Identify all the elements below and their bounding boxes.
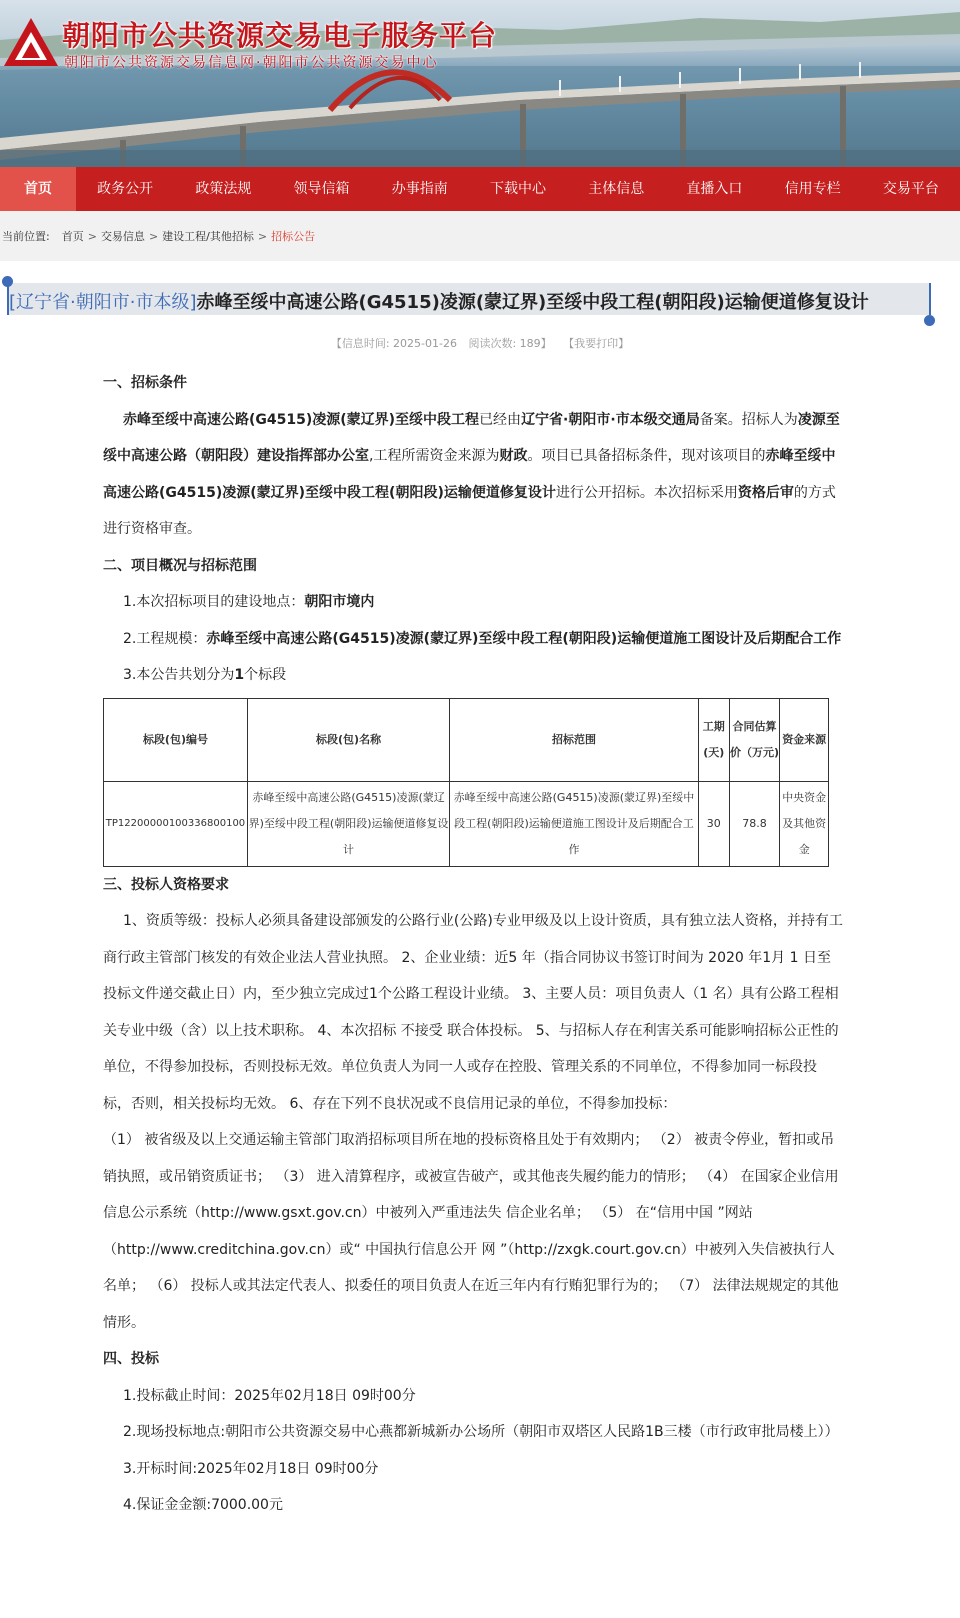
- qualification-text: 1、资质等级：投标人必须具备建设部颁发的公路行业(公路)专业甲级及以上设计资质，具有独立法人资格，并持有工商行政主管部门核发的有效企业法人营业执照。 2、企业业绩：近5 年（指合同协议书签订时间为 2020 年1月 1 日至投标文件递交截止日）内，至少独立完成过1个公路工程设计业绩。 3、主要人员：项目负责人（1 名）具有公路工程相关专业中级（含）以上技术职称。 4、本次招标 不接受 联合体投标。 5、与招标人存在利害关系可能影响招标公正性的单位，不得参加投标，否则投标无效。单位负责人为同一人或存在控股、管理关系的不同单位，不得参加同一标段投标，否则，相关投标均无效。 6、存在下列不良状况或不良信用记录的单位，不得参加投标：: [103, 913, 843, 1112]
- lot-days: 30: [698, 781, 729, 866]
- main-nav: [0, 167, 960, 211]
- tenderer: 凌源至绥中高速公路（朝阳段）建设指挥部办公室: [103, 411, 840, 464]
- section-item: [103, 584, 843, 621]
- table-header: 合同估算价（万元): [729, 698, 780, 781]
- table-row: [104, 781, 829, 866]
- disqualification-list: （1） 被省级及以上交通运输主管部门取消招标项目所在地的投标资格且处于有效期内； （2） 被责令停业，暂扣或吊销执照，或吊销资质证书； （3） 进入清算程序，或被宣告破产，或其他丧失履约能力的情形； （4） 在国家企业信用信息公示系统（http://www.gsxt.gov.cn）中被列入严重违法失 信企业名单； （5） 在“信用中国 ”网站（http://www.creditchina.gov.cn）或“ 中国执行信息公开 网 ”（http://zxgk.court.gov.cn）中被列入失信被执行人名单； （6） 投标人或其法定代表人、拟委任的项目负责人在近三年内有行贿犯罪行为的； （7） 法律法规规定的其他情形。: [103, 1132, 839, 1331]
- nav-item-leader-mailbox[interactable]: 领导信箱: [293, 181, 350, 197]
- lot-fund-source: 中央资金及其他资金: [780, 781, 829, 866]
- table-header-row: [104, 698, 829, 781]
- table-header: 资金来源: [780, 698, 829, 781]
- nav-item-policies[interactable]: 政策法规: [195, 181, 252, 197]
- site-subtitle: 朝阳市公共资源交易信息网·朝阳市公共资源交易中心: [64, 55, 439, 71]
- selection-end-handle[interactable]: [924, 315, 935, 326]
- info-time: 【信息时间: 2025-01-26: [330, 337, 457, 350]
- breadcrumb-lead: 当前位置:: [2, 230, 50, 243]
- review-method: 资格后审: [737, 484, 794, 501]
- lot-table: [103, 698, 829, 867]
- nav-item-government-affairs[interactable]: 政务公开: [97, 181, 154, 197]
- section-heading: 二、项目概况与招标范围: [103, 557, 257, 574]
- deposit-amount: 4.保证金金额:7000.00元: [123, 1497, 283, 1513]
- table-header: 工期(天): [698, 698, 729, 781]
- text: 备案。招标人为: [699, 411, 798, 428]
- lot-price: 78.8: [729, 781, 780, 866]
- section-heading: 四、投标: [103, 1351, 159, 1367]
- bid-location: 2.现场投标地点:朝阳市公共资源交易中心燕都新城新办公场所（朝阳市双塔区人民路1B三楼（市行政审批局楼上））: [123, 1424, 839, 1440]
- breadcrumb-separator: >: [148, 229, 159, 243]
- lot-name: 赤峰至绥中高速公路(G4515)凌源(蒙辽界)至绥中段工程(朝阳段)运输便道修复设计: [247, 781, 449, 866]
- text: 3.本公告共划分为: [123, 667, 235, 683]
- label: 1.本次招标项目的建设地点：: [123, 594, 305, 610]
- article-body: [0, 365, 843, 1524]
- text: 个标段: [244, 667, 287, 683]
- section-item: [103, 657, 843, 694]
- site-title: 朝阳市公共资源交易电子服务平台: [62, 19, 498, 52]
- section-heading: 三、投标人资格要求: [103, 876, 229, 893]
- nav-item-downloads[interactable]: 下载中心: [489, 181, 546, 197]
- table-header: 标段(包)编号: [104, 698, 248, 781]
- location-value: 朝阳市境内: [304, 594, 375, 610]
- tender-project: 赤峰至绥中高速公路(G4515)凌源(蒙辽界)至绥中段工程(朝阳段)运输便道修复设计: [103, 448, 836, 501]
- nav-item-live[interactable]: 直播入口: [686, 181, 743, 197]
- opening-time: 3.开标时间:2025年02月18日 09时00分: [123, 1460, 379, 1477]
- lot-count: 1: [234, 667, 245, 683]
- lot-scope: 赤峰至绥中高速公路(G4515)凌源(蒙辽界)至绥中段工程(朝阳段)运输便道施工图设计及后期配合工作: [450, 781, 699, 866]
- nav-item-service-guide[interactable]: 办事指南: [391, 181, 448, 197]
- breadcrumb-separator: >: [257, 229, 268, 243]
- nav-item-entity-info[interactable]: 主体信息: [588, 181, 645, 197]
- print-link[interactable]: 【我要打印】: [563, 337, 630, 350]
- filing-agency: 辽宁省·朝阳市·市本级交通局: [521, 411, 700, 428]
- bid-deadline: 1.投标截止时间：2025年02月18日 09时00分: [123, 1387, 416, 1404]
- section-item: [103, 621, 843, 658]
- page-title[interactable]: [9, 288, 869, 314]
- label: 2.工程规模：: [123, 630, 207, 647]
- breadcrumb-trading-info[interactable]: 交易信息: [100, 230, 145, 243]
- table-header: 招标范围: [450, 698, 699, 781]
- header-banner: [0, 0, 960, 167]
- table-header: 标段(包)名称: [247, 698, 449, 781]
- nav-item-trading-platform[interactable]: 交易平台: [882, 181, 939, 197]
- section-heading: 一、招标条件: [103, 375, 187, 391]
- text: 进行公开招标。本次招标采用: [555, 484, 738, 501]
- text: 。项目已具备招标条件，现对该项目的: [527, 448, 766, 464]
- breadcrumb-separator: >: [87, 229, 97, 243]
- breadcrumb: [0, 211, 960, 261]
- article-meta: [0, 335, 960, 365]
- title-region: [辽宁省·朝阳市·市本级]: [9, 292, 197, 313]
- breadcrumb-construction[interactable]: 建设工程/其他招标: [162, 230, 254, 243]
- project-name: 赤峰至绥中高速公路(G4515)凌源(蒙辽界)至绥中段工程: [123, 411, 480, 428]
- title-main: 赤峰至绥中高速公路(G4515)凌源(蒙辽界)至绥中段工程(朝阳段)运输便道修复设计: [196, 292, 869, 313]
- fund-source: 财政: [499, 448, 528, 464]
- article-title-area: [0, 261, 960, 331]
- selection-start-caret: [7, 283, 9, 315]
- text: 的方式进行资格审查。: [103, 484, 836, 537]
- section-paragraph: [103, 402, 843, 548]
- scale-value: 赤峰至绥中高速公路(G4515)凌源(蒙辽界)至绥中段工程(朝阳段)运输便道施工图设计及后期配合工作: [206, 630, 842, 647]
- breadcrumb-home[interactable]: 首页: [61, 230, 84, 243]
- text: 已经由: [479, 411, 522, 428]
- breadcrumb-current[interactable]: 招标公告: [271, 230, 316, 243]
- text: ,工程所需资金来源为: [369, 448, 500, 464]
- nav-item-credit[interactable]: 信用专栏: [784, 181, 841, 197]
- platform-logo-icon: [2, 16, 60, 68]
- nav-item-home[interactable]: 首页: [0, 167, 76, 211]
- read-count: 阅读次数: 189】: [468, 337, 552, 350]
- lot-code: TP12200000100336800100: [104, 781, 248, 866]
- selection-end-caret: [929, 283, 931, 315]
